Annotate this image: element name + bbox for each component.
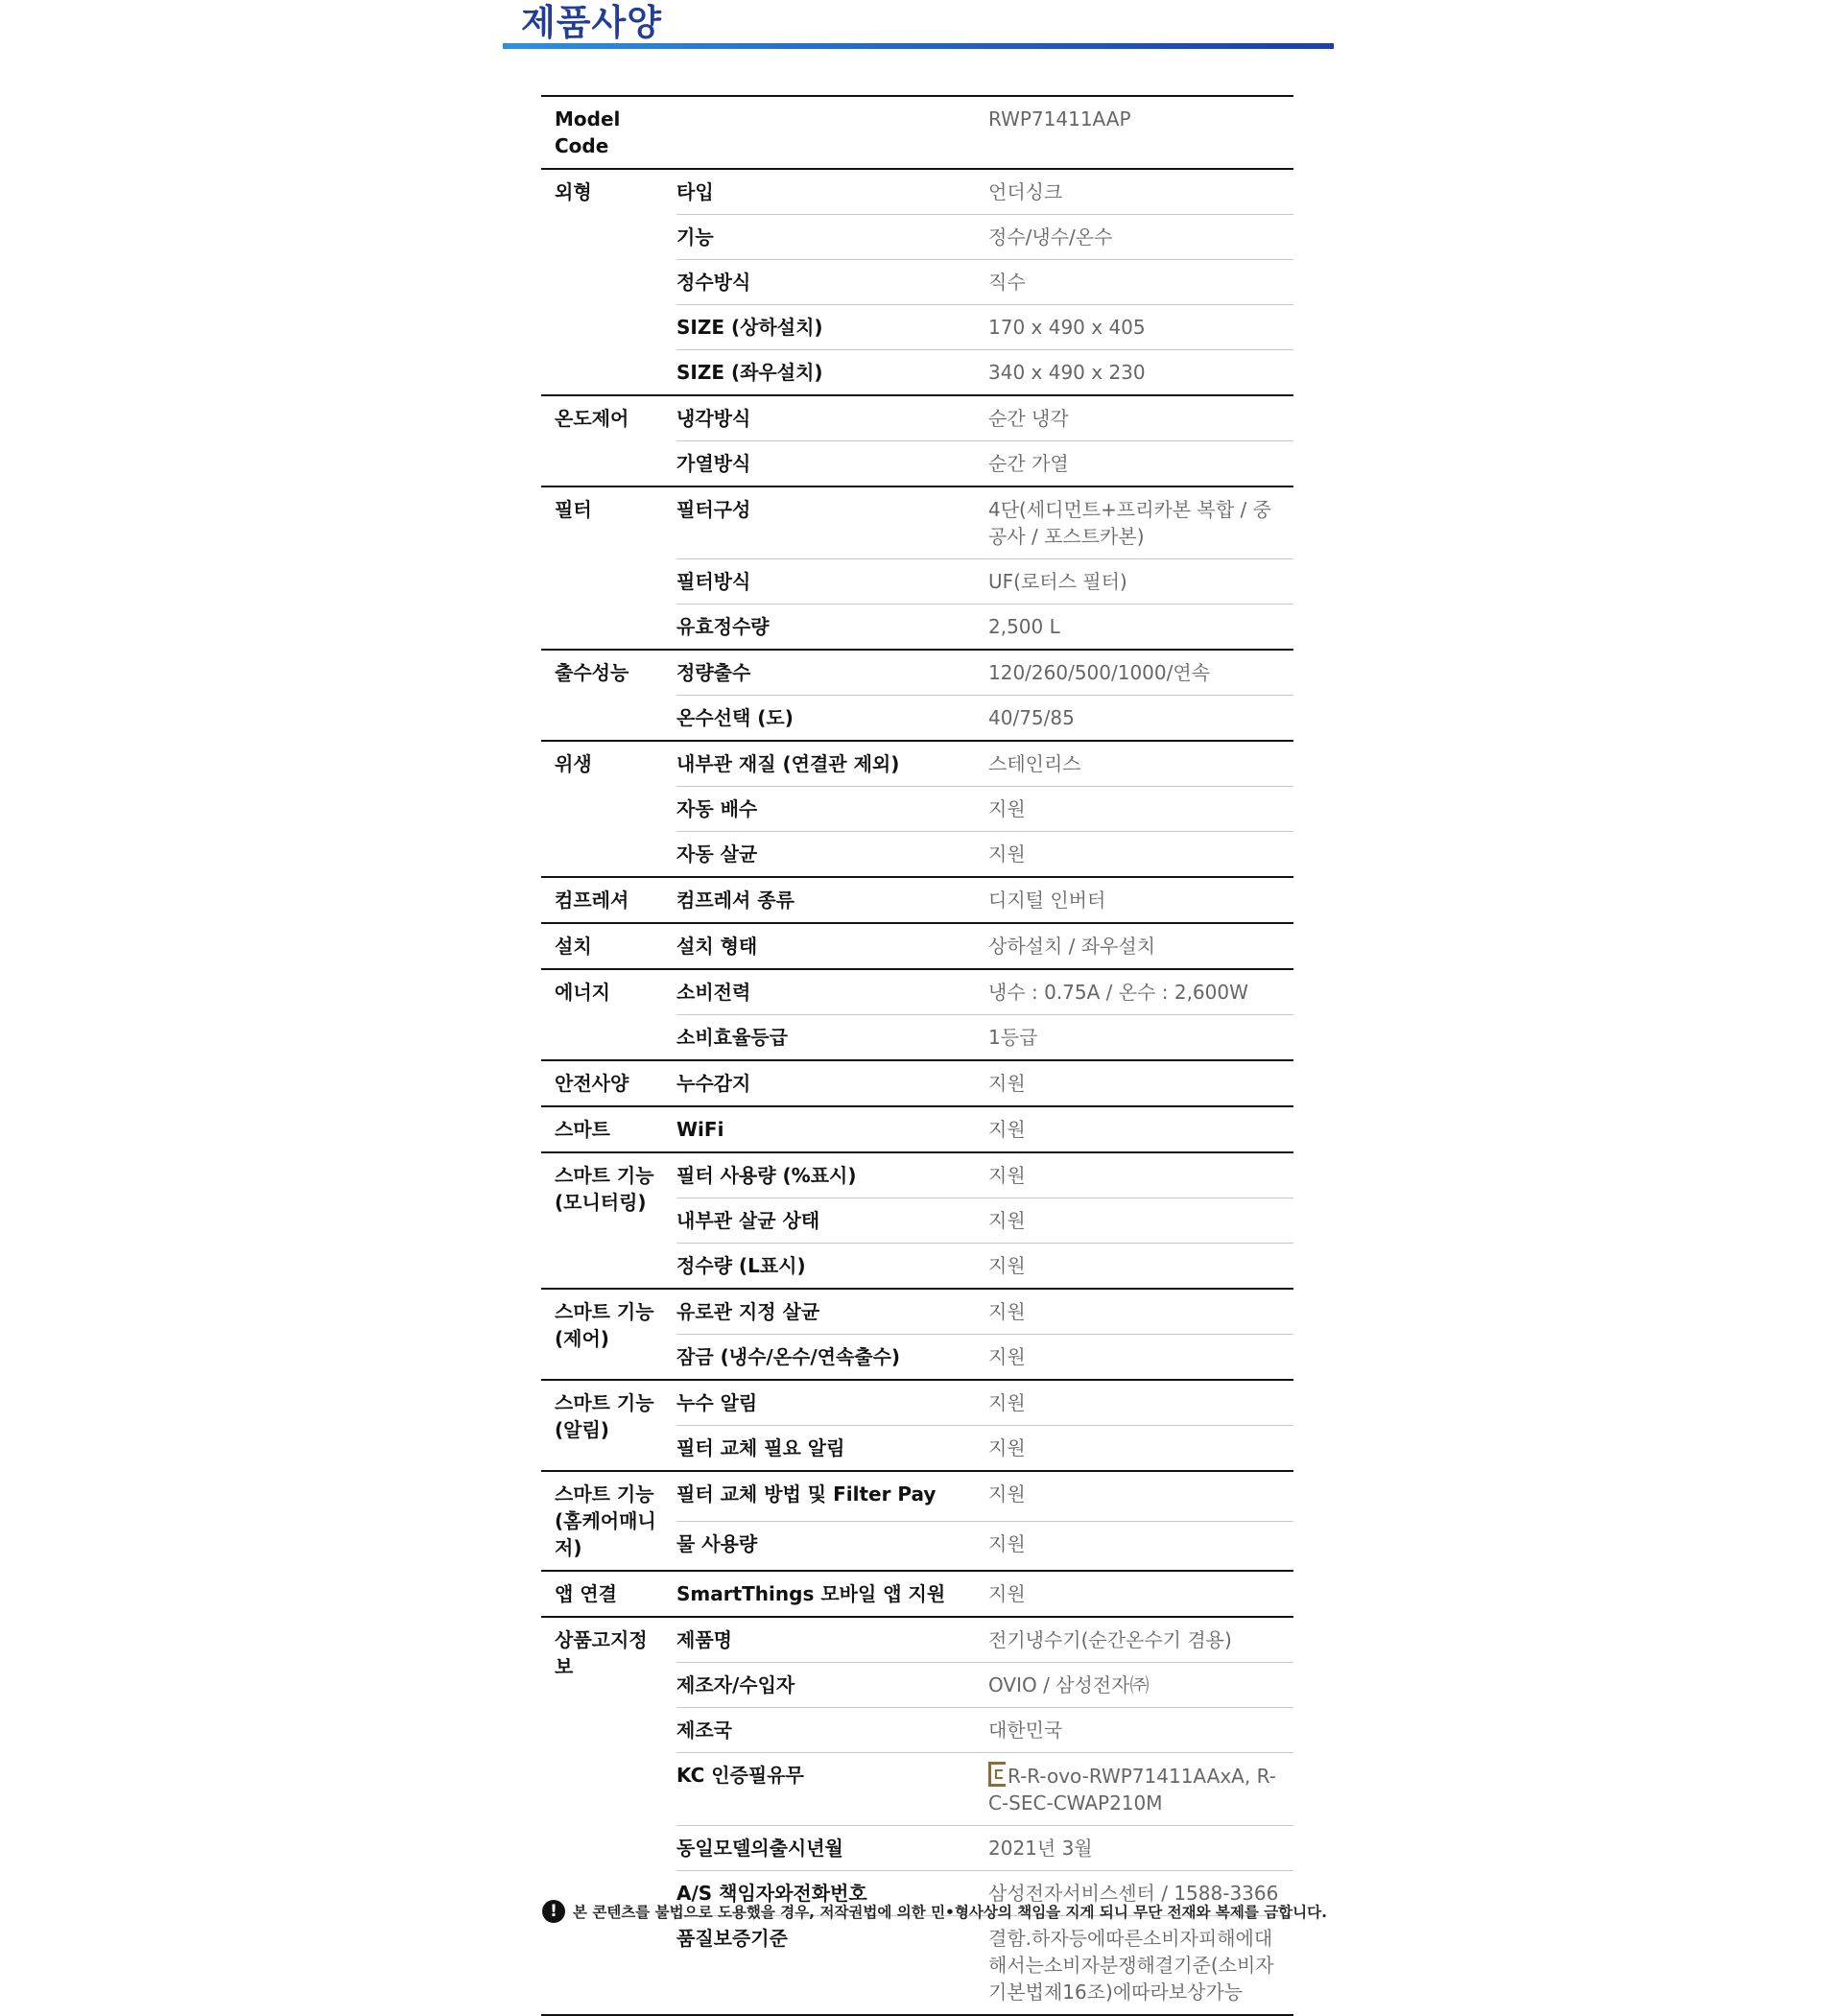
spec-row — [541, 1289, 1293, 1335]
spec-value: 1등급 — [988, 1026, 1038, 1049]
spec-value: 삼성전자서비스센터 / 1588-3366 — [988, 1882, 1279, 1905]
spec-value: 디지털 인버터 — [988, 889, 1106, 912]
spec-item: 정수량 (L표시) — [676, 1244, 984, 1290]
spec-item: KC 인증필유무 — [676, 1753, 984, 1826]
title-underline — [503, 43, 1334, 49]
spec-value-cell — [984, 1617, 1293, 1663]
spec-row — [541, 741, 1293, 787]
spec-value: 지원 — [988, 1300, 1026, 1323]
spec-value: 4단(세디먼트+프리카본 복합 / 중공사 / 포스트카본) — [988, 498, 1271, 548]
spec-category — [541, 1380, 676, 1471]
spec-item: 품질보증기준 — [676, 1916, 984, 2016]
spec-value: 결함.하자등에따른소비자피해에대해서는소비자분쟁해결기준(소비자기본법제16조)에따라보상가능 — [988, 1927, 1274, 2004]
spec-item: 소비전력 — [676, 969, 984, 1015]
spec-row — [541, 96, 1293, 169]
spec-item: 누수감지 — [676, 1060, 984, 1106]
spec-item: 누수 알림 — [676, 1380, 984, 1426]
spec-value-cell — [984, 1380, 1293, 1426]
spec-category-label: 위생 — [555, 752, 592, 775]
spec-value-cell — [984, 741, 1293, 787]
spec-value-cell — [984, 1426, 1293, 1472]
spec-value-cell — [984, 1753, 1293, 1826]
spec-value: 지원 — [988, 1482, 1026, 1506]
spec-row — [541, 1060, 1293, 1106]
spec-item: 온수선택 (도) — [676, 696, 984, 742]
spec-value-cell — [984, 832, 1293, 878]
spec-row — [541, 1152, 1293, 1198]
spec-value: 지원 — [988, 1391, 1026, 1414]
spec-row — [541, 1617, 1293, 1663]
spec-value-cell — [984, 1916, 1293, 2016]
spec-row — [541, 1571, 1293, 1617]
spec-item: 제조자/수입자 — [676, 1663, 984, 1708]
spec-category-label: 에너지 — [555, 981, 610, 1004]
spec-value-cell — [984, 215, 1293, 260]
spec-item: SIZE (상하설치) — [676, 305, 984, 350]
spec-row — [541, 1106, 1293, 1152]
spec-row — [541, 650, 1293, 696]
spec-value: 지원 — [988, 1345, 1026, 1368]
spec-value: 지원 — [988, 797, 1026, 820]
spec-row — [541, 169, 1293, 215]
spec-item: 기능 — [676, 215, 984, 260]
spec-value: 순간 냉각 — [988, 407, 1069, 430]
spec-value-cell — [984, 441, 1293, 487]
spec-item: 동일모델의출시년월 — [676, 1826, 984, 1871]
spec-value-cell — [984, 559, 1293, 605]
spec-value-cell — [984, 1289, 1293, 1335]
spec-value: 40/75/85 — [988, 706, 1075, 729]
spec-value-cell — [984, 1198, 1293, 1244]
spec-value: 지원 — [988, 1254, 1026, 1277]
spec-item: WiFi — [676, 1106, 984, 1152]
spec-value-cell — [984, 1244, 1293, 1290]
spec-item: 제조국 — [676, 1708, 984, 1753]
spec-category-label: 필터 — [555, 498, 592, 521]
spec-row — [541, 923, 1293, 969]
spec-category-label: 앱 연결 — [555, 1582, 617, 1605]
spec-value: 스테인리스 — [988, 752, 1081, 775]
spec-category-label: 출수성능 — [555, 661, 629, 684]
spec-category-label: 스마트 — [555, 1118, 610, 1141]
spec-item: 필터 교체 방법 및 Filter Pay — [676, 1471, 984, 1521]
spec-value-cell — [984, 1521, 1293, 1571]
spec-item: 컴프레셔 종류 — [676, 877, 984, 923]
spec-value: 순간 가열 — [988, 452, 1069, 475]
spec-value: 언더싱크 — [988, 180, 1063, 203]
spec-category — [541, 1571, 676, 1617]
spec-category — [541, 1106, 676, 1152]
spec-value-cell — [984, 395, 1293, 441]
spec-value-cell — [984, 877, 1293, 923]
spec-item: 정수방식 — [676, 260, 984, 305]
spec-value: 지원 — [988, 1072, 1026, 1095]
spec-category-label: 온도제어 — [555, 407, 629, 430]
spec-item: 유효정수량 — [676, 605, 984, 651]
spec-value: 정수/냉수/온수 — [988, 225, 1113, 249]
spec-category — [541, 395, 676, 486]
spec-value-cell — [984, 696, 1293, 742]
spec-value: RWP71411AAP — [988, 107, 1131, 130]
spec-category-label: Model Code — [555, 107, 621, 157]
spec-value-cell — [984, 305, 1293, 350]
spec-item: 필터 사용량 (%표시) — [676, 1152, 984, 1198]
spec-category-label: 안전사양 — [555, 1072, 629, 1095]
spec-category — [541, 169, 676, 395]
spec-value-cell — [984, 969, 1293, 1015]
spec-row — [541, 1471, 1293, 1521]
spec-category-label: 스마트 기능 (모니터링) — [555, 1164, 654, 1214]
notice-text: 본 콘텐츠를 불법으로 도용했을 경우, 저작권법에 의한 민•형사상의 책임을 지게 되니 무단 전재와 복제를 금합니다. — [573, 1904, 1327, 1921]
spec-item: SmartThings 모바일 앱 지원 — [676, 1571, 984, 1617]
spec-item: SIZE (좌우설치) — [676, 350, 984, 396]
spec-value: OVIO / 삼성전자㈜ — [988, 1673, 1150, 1696]
spec-value: 대한민국 — [988, 1719, 1063, 1742]
spec-table — [541, 95, 1293, 2016]
spec-category — [541, 1060, 676, 1106]
spec-row — [541, 1380, 1293, 1426]
spec-item: 타입 — [676, 169, 984, 215]
spec-value: 직수 — [988, 271, 1026, 294]
spec-category-label: 상품고지정보 — [555, 1628, 648, 1678]
spec-category — [541, 1617, 676, 2015]
spec-value: 냉수 : 0.75A / 온수 : 2,600W — [988, 981, 1248, 1004]
copyright-notice — [542, 1898, 1327, 1925]
spec-value-cell — [984, 1015, 1293, 1061]
spec-value: 지원 — [988, 1531, 1026, 1555]
spec-item: 잠금 (냉수/온수/연속출수) — [676, 1335, 984, 1381]
spec-category — [541, 650, 676, 741]
spec-value-cell — [984, 350, 1293, 396]
spec-value: UF(로터스 필터) — [988, 570, 1127, 593]
spec-item: 정량출수 — [676, 650, 984, 696]
spec-category — [541, 969, 676, 1060]
spec-value-cell — [984, 1708, 1293, 1753]
spec-category — [541, 877, 676, 923]
spec-value-cell — [984, 486, 1293, 559]
spec-category-label: 설치 — [555, 935, 592, 958]
spec-row — [541, 486, 1293, 559]
spec-category-label: 스마트 기능 (알림) — [555, 1391, 654, 1441]
spec-value-cell — [984, 1106, 1293, 1152]
spec-value: 2021년 3월 — [988, 1837, 1093, 1860]
spec-value-cell — [984, 96, 1293, 169]
spec-value: 상하설치 / 좌우설치 — [988, 935, 1156, 958]
spec-value: 지원 — [988, 1164, 1026, 1187]
spec-value-cell — [984, 1060, 1293, 1106]
spec-value-cell — [984, 1663, 1293, 1708]
spec-value-cell — [984, 169, 1293, 215]
spec-category-label: 스마트 기능 (제어) — [555, 1300, 654, 1350]
spec-item: 유로관 지정 살균 — [676, 1289, 984, 1335]
spec-item: 제품명 — [676, 1617, 984, 1663]
spec-category — [541, 96, 676, 169]
spec-value: 지원 — [988, 1118, 1026, 1141]
exclamation-icon: ! — [542, 1900, 565, 1923]
spec-item — [676, 96, 984, 169]
spec-row — [541, 969, 1293, 1015]
spec-value: 지원 — [988, 1209, 1026, 1232]
spec-value-cell — [984, 787, 1293, 832]
spec-category — [541, 486, 676, 650]
spec-value: 지원 — [988, 842, 1026, 866]
page-title: 제품사양 — [521, 2, 662, 43]
spec-value: 2,500 L — [988, 615, 1060, 638]
spec-category — [541, 923, 676, 969]
spec-value-cell — [984, 1335, 1293, 1381]
spec-value: 340 x 490 x 230 — [988, 361, 1146, 384]
spec-item: 필터구성 — [676, 486, 984, 559]
spec-value: 120/260/500/1000/연속 — [988, 661, 1211, 684]
spec-value-cell — [984, 260, 1293, 305]
kc-certification-icon — [988, 1762, 1006, 1787]
spec-category — [541, 741, 676, 877]
spec-value: 지원 — [988, 1436, 1026, 1459]
spec-value: 전기냉수기(순간온수기 겸용) — [988, 1628, 1232, 1651]
spec-category-label: 컴프레셔 — [555, 889, 629, 912]
spec-value-cell — [984, 1152, 1293, 1198]
spec-value-cell — [984, 1571, 1293, 1617]
spec-row — [541, 877, 1293, 923]
spec-category — [541, 1471, 676, 1571]
spec-value: R-R-ovo-RWP71411AAxA, R-C-SEC-CWAP210M — [988, 1765, 1276, 1814]
spec-item: 내부관 살균 상태 — [676, 1198, 984, 1244]
spec-item: 설치 형태 — [676, 923, 984, 969]
spec-category-label: 스마트 기능 (홈케어매니저) — [555, 1482, 656, 1559]
spec-item: 필터방식 — [676, 559, 984, 605]
spec-item: 내부관 재질 (연결관 제외) — [676, 741, 984, 787]
spec-value-cell — [984, 605, 1293, 651]
spec-item: 가열방식 — [676, 441, 984, 487]
spec-item: A/S 책임자와전화번호 — [676, 1871, 984, 1916]
spec-category — [541, 1152, 676, 1289]
spec-category — [541, 1289, 676, 1380]
spec-value: 170 x 490 x 405 — [988, 316, 1146, 339]
spec-item: 자동 배수 — [676, 787, 984, 832]
spec-item: 자동 살균 — [676, 832, 984, 878]
spec-category-label: 외형 — [555, 180, 592, 203]
spec-item: 소비효율등급 — [676, 1015, 984, 1061]
spec-item: 물 사용량 — [676, 1521, 984, 1571]
spec-value: 지원 — [988, 1582, 1026, 1605]
spec-item: 필터 교체 필요 알림 — [676, 1426, 984, 1472]
spec-value-cell — [984, 923, 1293, 969]
spec-value-cell — [984, 1471, 1293, 1521]
spec-row — [541, 395, 1293, 441]
spec-item: 냉각방식 — [676, 395, 984, 441]
spec-value-cell — [984, 1826, 1293, 1871]
spec-value-cell — [984, 650, 1293, 696]
